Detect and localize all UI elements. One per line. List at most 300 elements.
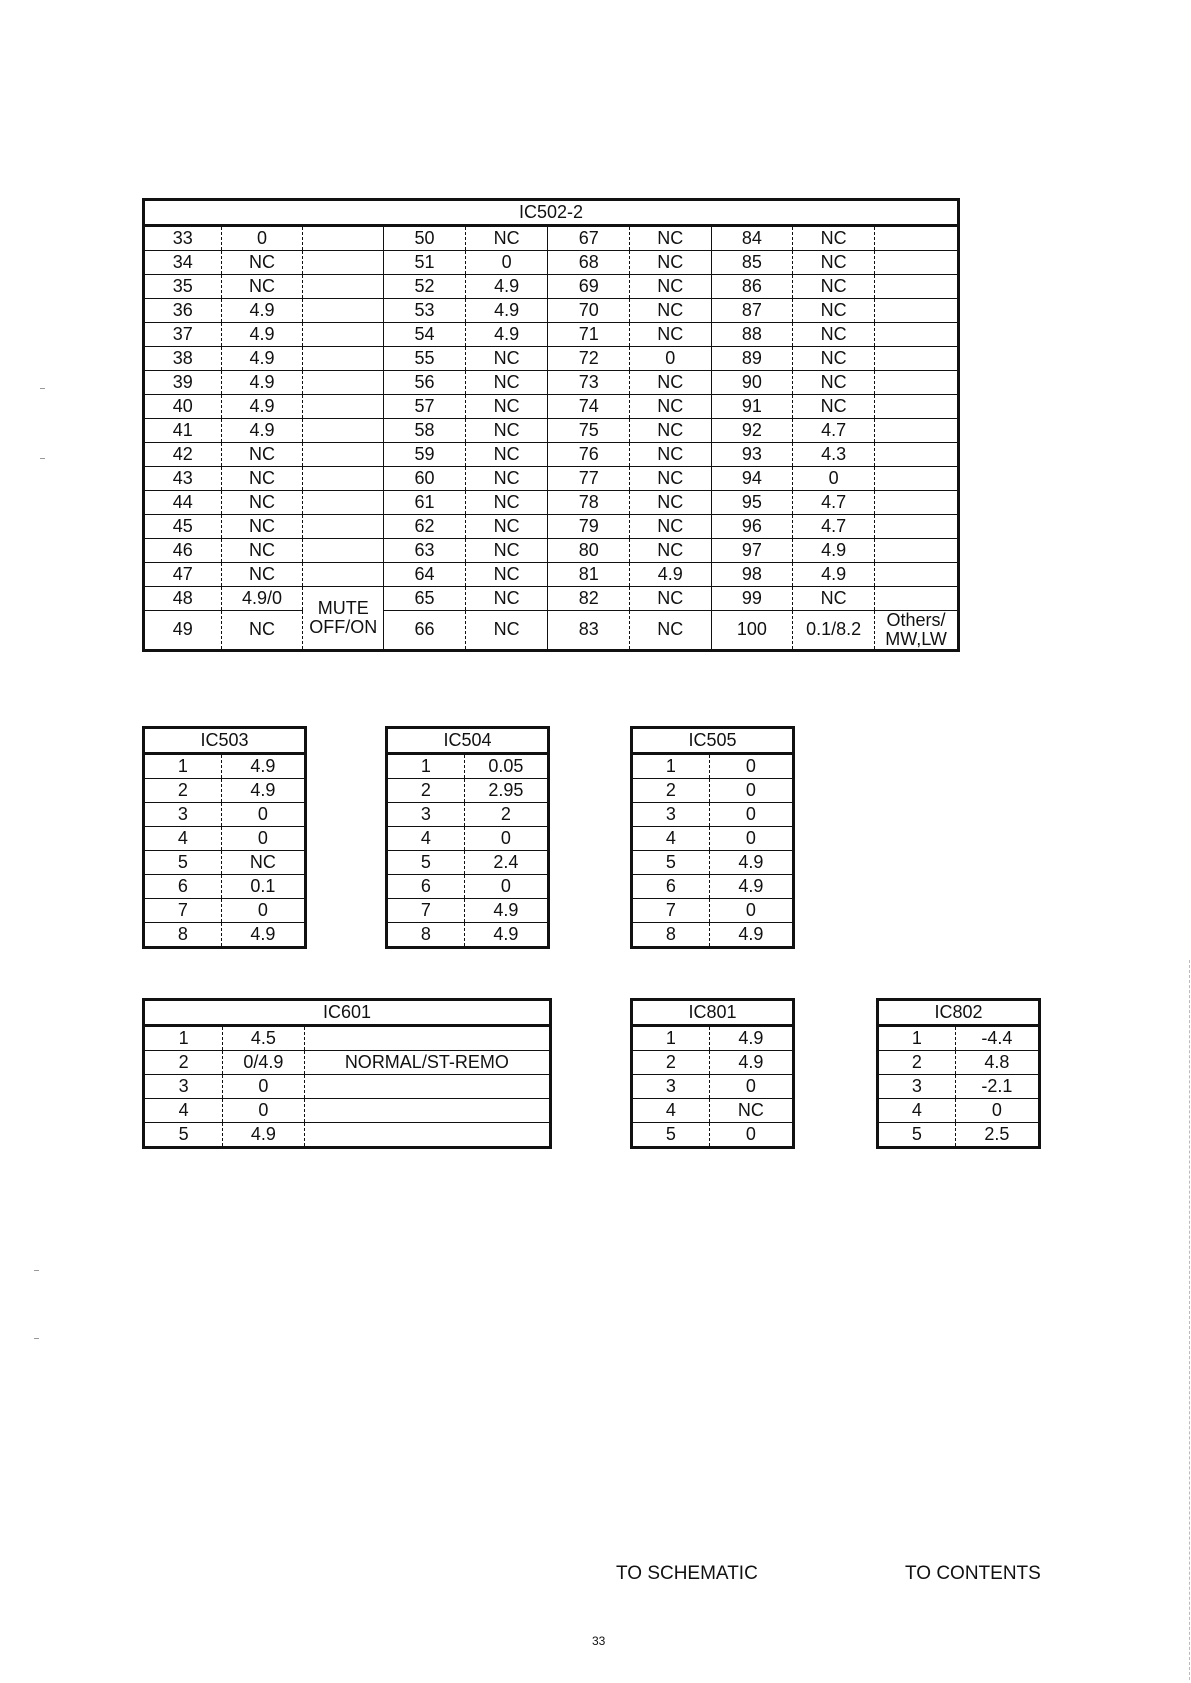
margin-mark — [34, 1338, 39, 1339]
table-row — [387, 923, 549, 948]
pin-note — [875, 251, 959, 275]
table-row — [144, 395, 959, 419]
pin-number: 69 — [548, 275, 630, 299]
pin-number: 93 — [711, 443, 793, 467]
table-row — [878, 1123, 1040, 1148]
pin-number: 37 — [144, 323, 222, 347]
pin-number: 78 — [548, 491, 630, 515]
table-row — [144, 419, 959, 443]
pin-voltage: 4.9 — [709, 923, 793, 948]
pin-note — [303, 347, 384, 371]
pin-voltage: NC — [630, 491, 712, 515]
pin-note — [303, 539, 384, 563]
pin-number: 36 — [144, 299, 222, 323]
pin-note — [303, 419, 384, 443]
pin-voltage: 0 — [709, 1075, 793, 1099]
pin-note — [875, 563, 959, 587]
pin-voltage: NC — [465, 467, 548, 491]
pin-note — [875, 323, 959, 347]
table-row — [144, 923, 306, 948]
pin-note — [875, 226, 959, 251]
table-row — [632, 803, 794, 827]
pin-voltage: 0 — [221, 803, 305, 827]
ic503-title: IC503 — [144, 728, 306, 754]
pin-number: 5 — [144, 851, 222, 875]
pin-number: 85 — [711, 251, 793, 275]
margin-mark — [34, 1270, 39, 1271]
pin-voltage: NC — [793, 275, 875, 299]
pin-number: 59 — [384, 443, 466, 467]
pin-voltage: 0 — [465, 251, 548, 275]
pin-voltage: NC — [221, 443, 303, 467]
pin-number: 71 — [548, 323, 630, 347]
pin-number: 84 — [711, 226, 793, 251]
pin-number: 47 — [144, 563, 222, 587]
pin-number: 46 — [144, 539, 222, 563]
pin-number: 52 — [384, 275, 466, 299]
table-row — [387, 851, 549, 875]
pin-voltage: NC — [709, 1099, 793, 1123]
pin-voltage: 0 — [709, 899, 793, 923]
table-row — [144, 1075, 551, 1099]
table-row — [387, 899, 549, 923]
pin-number: 80 — [548, 539, 630, 563]
table-row — [878, 1051, 1040, 1075]
pin-voltage: 4.9/0 — [221, 587, 303, 611]
pin-voltage: 4.9 — [221, 754, 305, 779]
pin-number: 56 — [384, 371, 466, 395]
pin-number: 72 — [548, 347, 630, 371]
pin-voltage: 0 — [709, 803, 793, 827]
pin-note — [303, 563, 384, 587]
table-row — [632, 779, 794, 803]
table-row — [144, 275, 959, 299]
pin-voltage: 4.9 — [465, 299, 548, 323]
pin-number: 74 — [548, 395, 630, 419]
pin-note: Others/ MW,LW — [875, 611, 959, 651]
pin-number: 95 — [711, 491, 793, 515]
pin-number: 42 — [144, 443, 222, 467]
pin-note — [304, 1075, 550, 1099]
pin-voltage: NC — [465, 371, 548, 395]
pin-voltage: NC — [630, 275, 712, 299]
table-row — [144, 754, 306, 779]
pin-voltage: NC — [793, 299, 875, 323]
table-row — [144, 1026, 551, 1051]
pin-number: 57 — [384, 395, 466, 419]
pin-number: 5 — [632, 1123, 710, 1148]
pin-voltage: 4.9 — [221, 419, 303, 443]
pin-voltage: NC — [221, 611, 303, 651]
table-row — [144, 587, 959, 611]
pin-number: 75 — [548, 419, 630, 443]
pin-number: 4 — [632, 827, 710, 851]
pin-note — [304, 1026, 550, 1051]
pin-number: 100 — [711, 611, 793, 651]
pin-number: 60 — [384, 467, 466, 491]
ic802-table — [876, 998, 1041, 1149]
pin-note — [875, 275, 959, 299]
margin-mark — [40, 388, 45, 389]
pin-number: 98 — [711, 563, 793, 587]
table-row — [632, 1099, 794, 1123]
ic504-table — [385, 726, 550, 949]
pin-number: 91 — [711, 395, 793, 419]
pin-number: 53 — [384, 299, 466, 323]
table-row — [387, 875, 549, 899]
pin-number: 7 — [144, 899, 222, 923]
pin-number: 35 — [144, 275, 222, 299]
pin-voltage: 0.05 — [464, 754, 548, 779]
pin-voltage: NC — [630, 467, 712, 491]
table-row — [387, 754, 549, 779]
pin-number: 5 — [878, 1123, 956, 1148]
table-row — [144, 1051, 551, 1075]
pin-voltage: 0 — [221, 899, 305, 923]
pin-voltage: NC — [793, 587, 875, 611]
pin-voltage: 4.7 — [793, 419, 875, 443]
pin-voltage: NC — [221, 467, 303, 491]
pin-number: 2 — [387, 779, 465, 803]
pin-note — [303, 251, 384, 275]
pin-number: 2 — [632, 1051, 710, 1075]
table-row — [632, 923, 794, 948]
pin-note — [875, 419, 959, 443]
pin-number: 2 — [878, 1051, 956, 1075]
pin-voltage: NC — [630, 419, 712, 443]
table-row — [144, 1099, 551, 1123]
pin-number: 88 — [711, 323, 793, 347]
pin-voltage: 0 — [221, 226, 303, 251]
pin-number: 83 — [548, 611, 630, 651]
table-row — [144, 539, 959, 563]
pin-number: 94 — [711, 467, 793, 491]
pin-note — [303, 226, 384, 251]
pin-number: 1 — [878, 1026, 956, 1051]
table-row — [144, 899, 306, 923]
pin-voltage: NC — [221, 491, 303, 515]
pin-number: 3 — [387, 803, 465, 827]
pin-voltage: 0 — [709, 827, 793, 851]
table-row — [144, 371, 959, 395]
pin-number: 3 — [632, 803, 710, 827]
pin-number: 2 — [632, 779, 710, 803]
ic505-table — [630, 726, 795, 949]
pin-number: 7 — [632, 899, 710, 923]
pin-note — [303, 299, 384, 323]
table-row — [144, 515, 959, 539]
table-row — [632, 1026, 794, 1051]
pin-voltage: NC — [465, 563, 548, 587]
pin-voltage: 4.9 — [221, 371, 303, 395]
pin-number: 4 — [144, 827, 222, 851]
ic801-title: IC801 — [632, 1000, 794, 1026]
pin-note — [875, 467, 959, 491]
pin-number: 8 — [144, 923, 222, 948]
pin-note — [875, 395, 959, 419]
pin-note — [875, 515, 959, 539]
pin-voltage: NC — [465, 539, 548, 563]
pin-voltage: NC — [793, 251, 875, 275]
pin-number: 4 — [144, 1099, 223, 1123]
table-row — [144, 299, 959, 323]
pin-voltage: 0 — [709, 779, 793, 803]
pin-voltage: NC — [221, 851, 305, 875]
margin-mark — [40, 458, 45, 459]
pin-number: 76 — [548, 443, 630, 467]
pin-voltage: NC — [793, 226, 875, 251]
pin-voltage: NC — [630, 371, 712, 395]
pin-number: 92 — [711, 419, 793, 443]
pin-voltage: 4.9 — [709, 1051, 793, 1075]
pin-note — [303, 467, 384, 491]
pin-note — [875, 443, 959, 467]
pin-voltage: 2.4 — [464, 851, 548, 875]
pin-voltage: 4.8 — [955, 1051, 1039, 1075]
pin-number: 4 — [878, 1099, 956, 1123]
table-row — [144, 563, 959, 587]
pin-number: 73 — [548, 371, 630, 395]
pin-voltage: 4.9 — [630, 563, 712, 587]
pin-number: 1 — [144, 1026, 223, 1051]
ic601-title: IC601 — [144, 1000, 551, 1026]
pin-voltage: 4.9 — [221, 395, 303, 419]
pin-number: 43 — [144, 467, 222, 491]
pin-number: 55 — [384, 347, 466, 371]
pin-voltage: NC — [221, 275, 303, 299]
table-row — [632, 875, 794, 899]
pin-voltage: 2.95 — [464, 779, 548, 803]
pin-note — [875, 371, 959, 395]
pin-voltage: 0 — [464, 875, 548, 899]
pin-number: 8 — [387, 923, 465, 948]
pin-number: 62 — [384, 515, 466, 539]
to-contents-link[interactable]: TO CONTENTS — [905, 1563, 1041, 1584]
pin-note — [875, 539, 959, 563]
table-row — [144, 803, 306, 827]
table-row — [144, 347, 959, 371]
table-row — [632, 754, 794, 779]
pin-number: 2 — [144, 1051, 223, 1075]
table-row — [144, 491, 959, 515]
pin-voltage: NC — [630, 323, 712, 347]
pin-note: NORMAL/ST-REMO — [304, 1051, 550, 1075]
table-row — [632, 1123, 794, 1148]
pin-voltage: NC — [465, 395, 548, 419]
pin-number: 39 — [144, 371, 222, 395]
pin-number: 5 — [144, 1123, 223, 1148]
ic502-2-title: IC502-2 — [144, 200, 959, 226]
pin-voltage: NC — [465, 226, 548, 251]
pin-number: 54 — [384, 323, 466, 347]
pin-voltage: 4.9 — [793, 563, 875, 587]
pin-voltage: 0/4.9 — [223, 1051, 304, 1075]
pin-note — [304, 1099, 550, 1123]
pin-voltage: 0 — [709, 1123, 793, 1148]
pin-voltage: 0 — [223, 1075, 304, 1099]
pin-voltage: NC — [465, 419, 548, 443]
pin-note — [875, 587, 959, 611]
table-row — [387, 803, 549, 827]
pin-number: 90 — [711, 371, 793, 395]
pin-number: 70 — [548, 299, 630, 323]
pin-voltage: NC — [630, 443, 712, 467]
pin-number: 6 — [144, 875, 222, 899]
pin-voltage: NC — [793, 371, 875, 395]
pin-voltage: 4.9 — [709, 1026, 793, 1051]
pin-number: 87 — [711, 299, 793, 323]
table-row — [878, 1026, 1040, 1051]
pin-note — [875, 299, 959, 323]
pin-number: 65 — [384, 587, 466, 611]
pin-voltage: NC — [630, 539, 712, 563]
ic505-title: IC505 — [632, 728, 794, 754]
pin-number: 5 — [632, 851, 710, 875]
pin-number: 67 — [548, 226, 630, 251]
table-row — [387, 779, 549, 803]
pin-number: 97 — [711, 539, 793, 563]
pin-note — [303, 515, 384, 539]
pin-voltage: 0 — [793, 467, 875, 491]
pin-note — [303, 395, 384, 419]
pin-number: 4 — [387, 827, 465, 851]
table-row — [144, 875, 306, 899]
ic601-table — [142, 998, 552, 1149]
pin-voltage: NC — [221, 515, 303, 539]
pin-number: 48 — [144, 587, 222, 611]
pin-number: 81 — [548, 563, 630, 587]
pin-voltage: 4.9 — [793, 539, 875, 563]
pin-voltage: 4.9 — [221, 347, 303, 371]
pin-voltage: 4.9 — [709, 851, 793, 875]
pin-voltage: 0.1 — [221, 875, 305, 899]
pin-number: 1 — [387, 754, 465, 779]
pin-number: 6 — [387, 875, 465, 899]
pin-note — [303, 491, 384, 515]
table-row — [144, 1123, 551, 1148]
pin-number: 41 — [144, 419, 222, 443]
page-number: 33 — [592, 1634, 606, 1648]
table-row — [144, 323, 959, 347]
pin-number: 66 — [384, 611, 466, 651]
pin-number: 99 — [711, 587, 793, 611]
pin-voltage: 0 — [709, 754, 793, 779]
pin-voltage: NC — [793, 395, 875, 419]
pin-number: 8 — [632, 923, 710, 948]
pin-voltage: 4.9 — [709, 875, 793, 899]
pin-number: 63 — [384, 539, 466, 563]
pin-voltage: 4.3 — [793, 443, 875, 467]
pin-number: 34 — [144, 251, 222, 275]
pin-note — [875, 491, 959, 515]
pin-number: 96 — [711, 515, 793, 539]
table-row — [878, 1075, 1040, 1099]
ic504-title: IC504 — [387, 728, 549, 754]
pin-voltage: 0 — [630, 347, 712, 371]
pin-voltage: NC — [465, 443, 548, 467]
table-row — [144, 611, 959, 651]
pin-note — [304, 1123, 550, 1148]
table-row — [387, 827, 549, 851]
pin-voltage: 4.7 — [793, 515, 875, 539]
pin-number: 40 — [144, 395, 222, 419]
pin-voltage: 4.9 — [221, 299, 303, 323]
pin-note — [303, 275, 384, 299]
pin-number: 61 — [384, 491, 466, 515]
pin-voltage: 4.9 — [221, 779, 305, 803]
pin-voltage: NC — [221, 251, 303, 275]
ic502-2-table — [142, 198, 960, 652]
pin-number: 89 — [711, 347, 793, 371]
pin-voltage: NC — [465, 587, 548, 611]
pin-voltage: NC — [465, 611, 548, 651]
pin-voltage: 2.5 — [955, 1123, 1039, 1148]
pin-note — [303, 443, 384, 467]
pin-number: 1 — [632, 754, 710, 779]
pin-number: 7 — [387, 899, 465, 923]
pin-number: 33 — [144, 226, 222, 251]
pin-voltage: -2.1 — [955, 1075, 1039, 1099]
pin-voltage: NC — [630, 395, 712, 419]
pin-voltage: NC — [221, 539, 303, 563]
pin-note — [303, 323, 384, 347]
table-row — [144, 851, 306, 875]
pin-voltage: NC — [465, 347, 548, 371]
pin-number: 5 — [387, 851, 465, 875]
table-row — [878, 1099, 1040, 1123]
ic801-table — [630, 998, 795, 1149]
table-row — [144, 226, 959, 251]
pin-note — [875, 347, 959, 371]
table-row — [632, 1075, 794, 1099]
pin-voltage: 4.7 — [793, 491, 875, 515]
pin-voltage: 0 — [221, 827, 305, 851]
table-row — [632, 899, 794, 923]
pin-number: 64 — [384, 563, 466, 587]
pin-voltage: NC — [465, 515, 548, 539]
to-schematic-link[interactable]: TO SCHEMATIC — [616, 1563, 758, 1584]
pin-voltage: 4.9 — [221, 323, 303, 347]
pin-note — [303, 371, 384, 395]
table-row — [144, 467, 959, 491]
ic802-title: IC802 — [878, 1000, 1040, 1026]
pin-voltage: 2 — [464, 803, 548, 827]
table-row — [632, 1051, 794, 1075]
pin-voltage: 4.9 — [221, 923, 305, 948]
pin-voltage: NC — [630, 226, 712, 251]
table-row — [632, 851, 794, 875]
pin-voltage: 0 — [955, 1099, 1039, 1123]
pin-voltage: NC — [465, 491, 548, 515]
pin-voltage: 0 — [464, 827, 548, 851]
pin-voltage: NC — [793, 323, 875, 347]
pin-number: 1 — [144, 754, 222, 779]
pin-voltage: NC — [630, 251, 712, 275]
pin-voltage: 4.9 — [464, 899, 548, 923]
pin-voltage: NC — [630, 611, 712, 651]
pin-voltage: 4.9 — [465, 323, 548, 347]
pin-number: 3 — [144, 1075, 223, 1099]
pin-number: 50 — [384, 226, 466, 251]
pin-number: 68 — [548, 251, 630, 275]
pin-voltage: 4.9 — [464, 923, 548, 948]
pin-voltage: NC — [630, 299, 712, 323]
pin-number: 86 — [711, 275, 793, 299]
pin-voltage: NC — [630, 515, 712, 539]
pin-number: 51 — [384, 251, 466, 275]
pin-voltage: NC — [793, 347, 875, 371]
pin-number: 4 — [632, 1099, 710, 1123]
